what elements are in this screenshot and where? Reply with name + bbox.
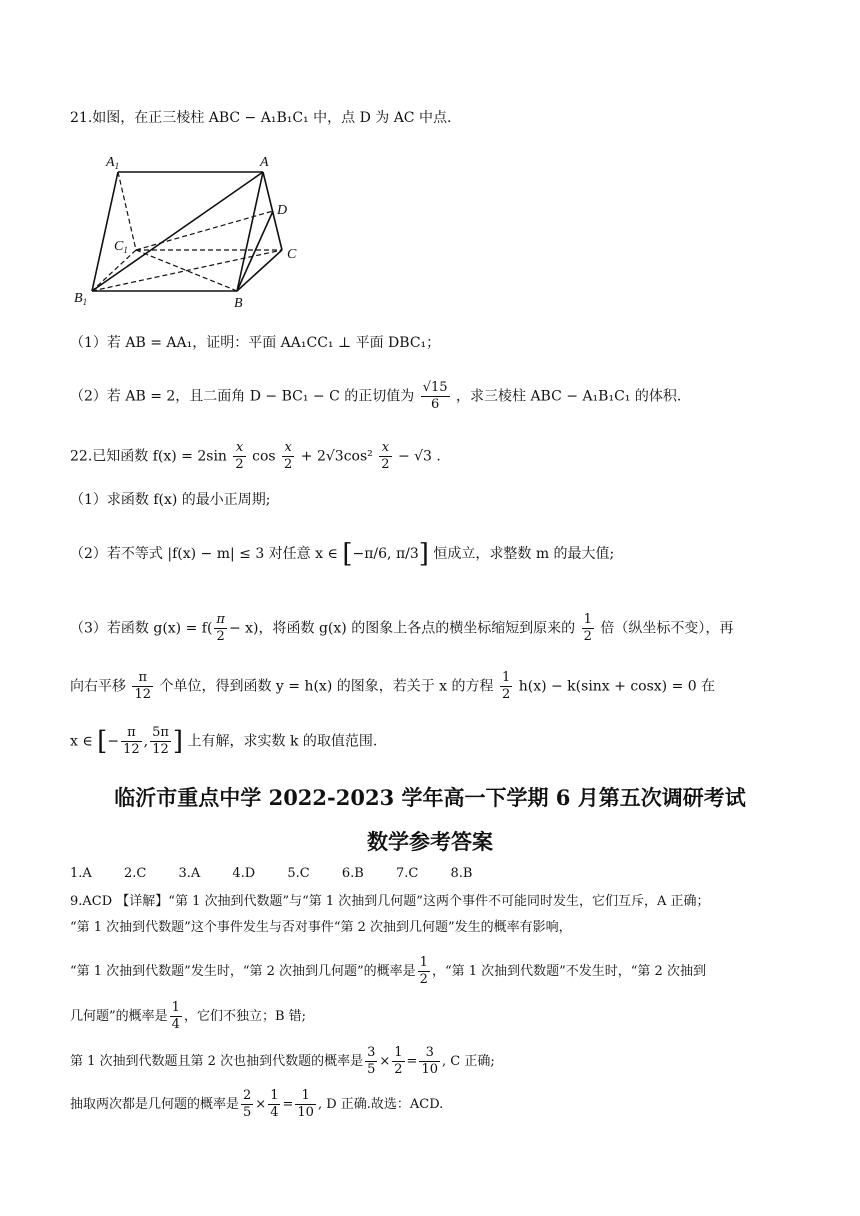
q22-interval-left: −π/6 — [352, 546, 388, 562]
sol9-line4-b: ，它们不独立；B 错; — [183, 1009, 307, 1024]
q21-frac-num: √15 — [422, 380, 448, 395]
bracket-left: [ — [342, 539, 353, 569]
q22-int-left — [121, 725, 142, 758]
sol9-line2: “第 1 次抽到代数题”这个事件发生与否对事件“第 2 次抽到几何题”发生的概率有影响， — [70, 920, 572, 935]
q21-part1: （1）若 AB = AA₁，证明：平面 AA₁CC₁ ⊥ 平面 DBC₁； — [70, 335, 441, 351]
edge-a1-b1 — [92, 172, 118, 291]
label-d: D — [277, 203, 288, 218]
q22-part3-g-a: x ∈ — [70, 733, 93, 750]
label-a1: $A_1$ — [106, 155, 120, 171]
q22-frac1-den: 2 — [235, 457, 244, 472]
sol9-f110-d: 10 — [297, 1105, 314, 1120]
answer-8: 8.B — [450, 866, 473, 881]
q22-int-left-num: π — [121, 725, 142, 742]
edge-c1-b1 — [92, 250, 136, 291]
q22-part3-line1 — [70, 612, 733, 645]
q21-fraction — [421, 380, 450, 413]
sol9-f310 — [419, 1045, 440, 1078]
q22-stem — [70, 440, 441, 473]
sol9-line5-a: 第 1 次抽到代数题且第 2 次也抽到代数题的概率是 — [70, 1054, 364, 1069]
q22-part3-c: 倍（纵坐标不变），再 — [600, 620, 734, 637]
q22-frac3-num: x — [379, 440, 391, 457]
sol9-f310-n: 3 — [419, 1045, 440, 1062]
answer-subtitle: 数学参考答案 — [367, 829, 493, 854]
q22-half-den: 2 — [583, 629, 592, 644]
sol9-line6-a: 抽取两次都是几何题的概率是 — [70, 1097, 240, 1112]
sol9-half-num: 1 — [419, 955, 428, 970]
q22-half-num: 1 — [583, 612, 592, 627]
q22-part2: （2）若不等式 |f(x) − m| ≤ 3 对任意 x ∈ [−π/6, π/3] 恒成立，求整数 m 的最大值; — [70, 539, 615, 569]
sol9-frac-half — [418, 955, 430, 988]
sol9-line6: 抽取两次都是几何题的概率是 $\frac{2}{5}$ × $\frac{1}{4}$ = $\frac{1}{10}$ , D 正确.故选：ACD. — [70, 1088, 444, 1120]
q22-part3-b: − x)，将函数 g(x) 的图象上各点的横坐标缩短到原来的 — [228, 620, 576, 637]
q21-part2-a: （2）若 AB = 2，且二面角 D − BC₁ − C 的正切值为 — [70, 388, 415, 405]
sol9-f35-d: 5 — [367, 1062, 376, 1077]
label-b: B — [234, 296, 243, 311]
sol9-f12 — [392, 1045, 404, 1078]
sol9-f110 — [295, 1088, 316, 1121]
label-c: C — [287, 247, 297, 262]
q22-frac2-num: x — [282, 440, 294, 457]
q22-part2-b: 恒成立，求整数 m 的最大值; — [433, 546, 615, 562]
q22-part3-f: h(x) − k(sinx + cosx) = 0 在 — [518, 678, 716, 695]
q22-int-right-den: 12 — [152, 742, 169, 757]
bracket-left-2: [ — [97, 726, 108, 757]
sol9-f14-d: 4 — [270, 1105, 279, 1120]
sol9-f110-n: 1 — [295, 1088, 316, 1105]
q22-frac1-num: x — [233, 440, 245, 457]
q22-part3-d: 向右平移 — [70, 678, 126, 695]
q21-part2-b: ，求三棱柱 ABC − A₁B₁C₁ 的体积. — [456, 388, 682, 405]
q22-part3-frac-num: π — [216, 612, 225, 627]
answer-4: 4.D — [232, 866, 256, 881]
sol9-line3 — [70, 955, 706, 988]
edge-c-b — [237, 250, 282, 291]
answer-7: 7.C — [395, 866, 419, 881]
bracket-right: ] — [418, 539, 429, 569]
q21-frac-den: 6 — [430, 397, 440, 412]
answer-3: 3.A — [178, 866, 201, 881]
sol9-f25-n: 2 — [243, 1088, 252, 1103]
sol9-line1: 9.ACD 【详解】“第 1 次抽到代数题”与“第 1 次抽到几何题”这两个事件不可能同时发生，它们互斥，A 正确； — [70, 894, 710, 909]
q22-part1: （1）求函数 f(x) 的最小正周期; — [70, 492, 271, 508]
sol9-f14-n: 1 — [270, 1088, 279, 1103]
sol9-line5-b: , C 正确; — [442, 1054, 495, 1069]
q22-part2-a: （2）若不等式 |f(x) − m| ≤ 3 对任意 x ∈ — [70, 546, 338, 562]
label-a: A — [260, 155, 269, 170]
q22-int-right-num: 5π — [152, 725, 169, 740]
sol9-f12-d: 2 — [394, 1062, 403, 1077]
q22-frac3-den: 2 — [381, 457, 390, 472]
answer-6: 6.B — [341, 866, 364, 881]
q22-stem-a: 22.已知函数 f(x) = 2sin — [70, 448, 227, 465]
q22-stem-b: cos — [252, 448, 276, 465]
sol9-line4-a: 几何题”的概率是 — [70, 1009, 168, 1024]
sol9-frac-quarter — [170, 1000, 182, 1033]
q21-part2 — [70, 380, 681, 413]
edge-c1-d — [136, 211, 273, 250]
q22-shift-num: π — [132, 670, 153, 687]
q22-frac1 — [233, 440, 245, 473]
q22-shift-den: 12 — [134, 687, 151, 702]
q22-shift — [132, 670, 153, 703]
q22-part3-a: （3）若函数 g(x) = f( — [70, 620, 213, 637]
sol9-line5: 第 1 次抽到代数题且第 2 次也抽到代数题的概率是 $\frac{3}{5}$ × $\frac{1}{2}$ = $\frac{3}{10}$ , C 正确; — [70, 1045, 495, 1077]
sol9-quarter-den: 4 — [171, 1017, 180, 1032]
q22-interval-right: π/3 — [395, 546, 419, 562]
sol9-f12-n: 1 — [394, 1045, 403, 1060]
label-c1: $C_1$ — [114, 239, 128, 255]
sol9-f25 — [241, 1088, 253, 1121]
q22-frac3 — [379, 440, 391, 473]
prism-figure — [70, 146, 310, 316]
sol9-quarter-num: 1 — [171, 1000, 180, 1015]
sol9-f25-d: 5 — [243, 1105, 252, 1120]
label-b1: $B_1$ — [74, 291, 88, 307]
q22-frac2 — [282, 440, 294, 473]
q22-stem-c: + 2√3cos² — [300, 448, 373, 465]
edge-a-b — [237, 172, 263, 291]
q22-int-right — [150, 725, 171, 758]
answer-1: 1.A — [70, 866, 92, 881]
answer-list — [70, 864, 500, 884]
q22-eq-half — [500, 670, 512, 703]
answer-title: 临沂市重点中学 2022-2023 学年高一下学期 6 月第五次调研考试 — [114, 785, 746, 810]
sol9-line3-a: “第 1 次抽到代数题”发生时，“第 2 次抽到几何题”的概率是 — [70, 964, 416, 979]
sol9-f35 — [365, 1045, 377, 1078]
bracket-right-2: ] — [172, 726, 184, 757]
answer-5: 5.C — [287, 866, 310, 881]
q22-part3-line2 — [70, 670, 715, 703]
q22-part3-frac — [214, 612, 227, 645]
q22-part3-e: 个单位，得到函数 y = h(x) 的图象，若关于 x 的方程 — [159, 678, 494, 695]
q22-part3-g-b: 上有解，求实数 k 的取值范围. — [187, 733, 378, 750]
sol9-line4 — [70, 1000, 306, 1033]
edge-b-d — [237, 211, 273, 291]
sol9-half-den: 2 — [419, 972, 428, 987]
edge-b1-a — [92, 172, 263, 291]
q22-int-left-den: 12 — [123, 742, 140, 757]
answer-2: 2.C — [123, 866, 147, 881]
q22-eq-half-num: 1 — [501, 670, 511, 685]
q22-frac2-den: 2 — [284, 457, 293, 472]
sol9-f14 — [268, 1088, 280, 1121]
q22-half — [582, 612, 594, 645]
sol9-line6-b: , D 正确.故选：ACD. — [317, 1097, 444, 1112]
q22-eq-half-den: 2 — [501, 687, 511, 702]
q22-part3-line3: x ∈ [− $\frac{\pi}{12}$ , $\frac{5\pi}{12}$ ] 上有解，求实数 k 的取值范围. — [70, 725, 378, 757]
q21-stem: 21.如图，在正三棱柱 ABC − A₁B₁C₁ 中，点 D 为 AC 中点. — [70, 110, 452, 126]
q22-stem-d: − √3 . — [397, 448, 441, 465]
sol9-f310-d: 10 — [421, 1062, 438, 1077]
sol9-f35-n: 3 — [367, 1045, 376, 1060]
sol9-line3-b: ，“第 1 次抽到代数题”不发生时，“第 2 次抽到 — [431, 964, 706, 979]
q22-part3-frac-den: 2 — [216, 629, 225, 644]
